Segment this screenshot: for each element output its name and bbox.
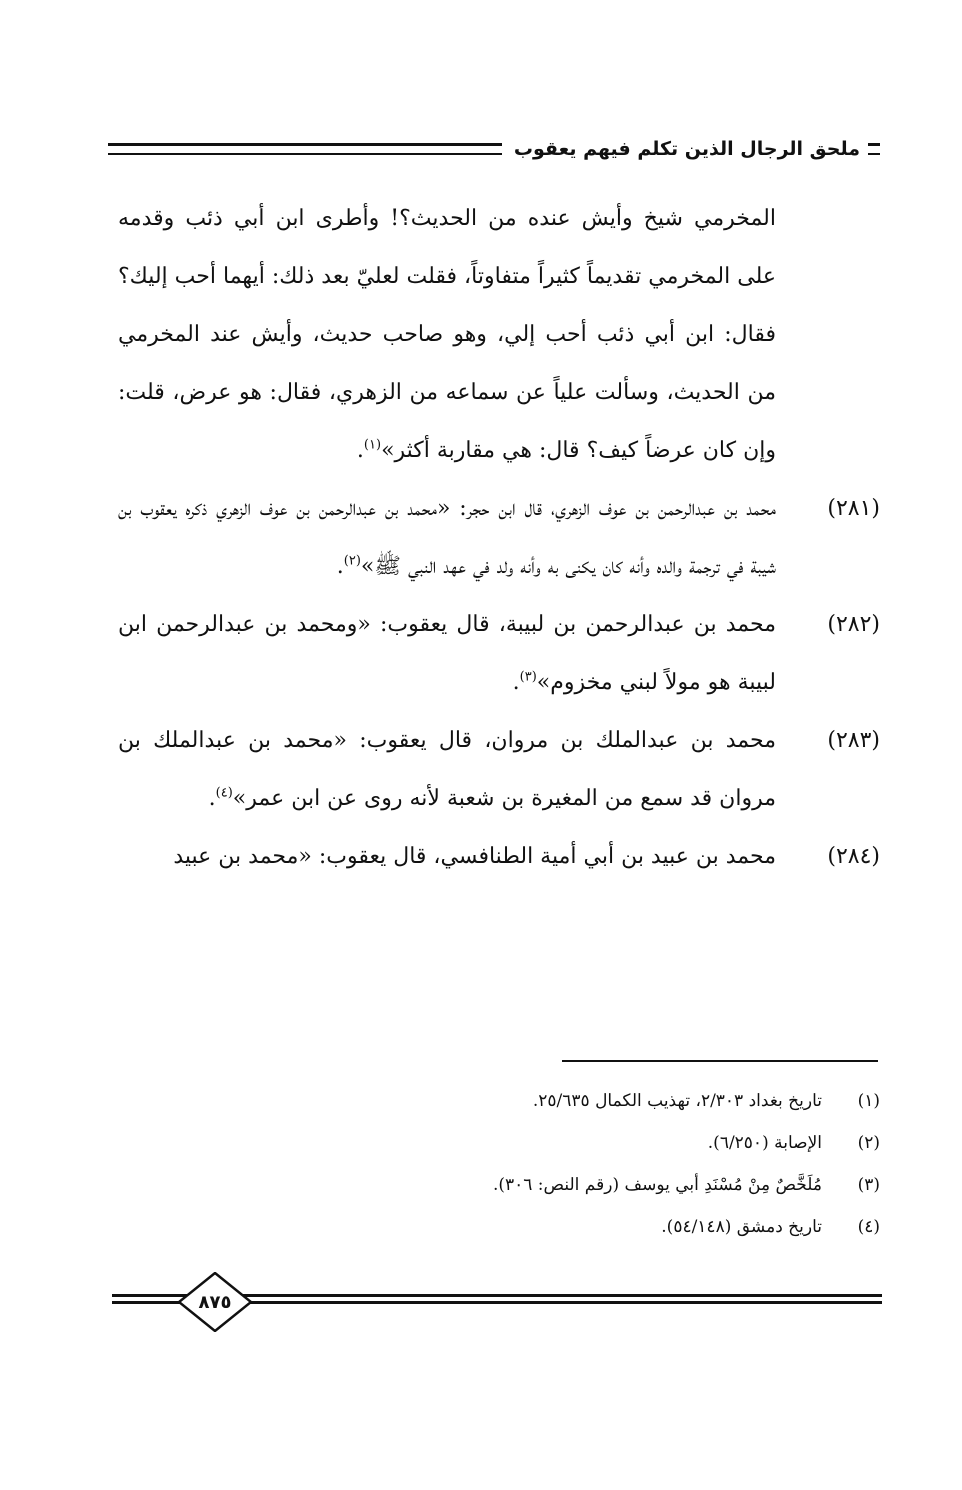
entry-end: . [208, 786, 216, 811]
footnote-divider [562, 1060, 878, 1062]
main-text [118, 190, 880, 886]
footnote-ref: (٣) [519, 669, 537, 685]
entry [118, 712, 880, 828]
entry-end: . [336, 554, 344, 579]
entry-text-wrap [118, 480, 776, 596]
entry-end: . [512, 670, 520, 695]
footnote-text: الإصابة (٦/٢٥٠). [707, 1133, 822, 1153]
footnote-number: (٢) [857, 1133, 880, 1153]
page-footer [112, 1270, 882, 1340]
entry-text-wrap [118, 596, 776, 712]
footnote-number: (١) [857, 1091, 880, 1111]
entry-text: محمد بن عبدالرحمن بن عوف الزهري، قال ابن حجر: «محمد بن عبدالرحمن بن عوف الزهري ذكره يعقوب بن شيبة في ترجمة والده وأنه كان يكنى به وأنه ولد في عهد النبي ﷺ» [118, 496, 776, 579]
entry-number: (٢٨١) [827, 496, 880, 521]
entry-number: (٢٨٤) [827, 844, 880, 869]
continuation-paragraph [118, 190, 880, 480]
footnote [300, 1080, 880, 1122]
footnote [300, 1206, 880, 1248]
footnote-ref: (٢) [343, 553, 361, 569]
entry-text-wrap [118, 712, 776, 828]
header-rule-right [868, 143, 880, 155]
footnote-text: تاريخ بغداد ٢/٣٠٣، تهذيب الكمال ٢٥/٦٣٥. [532, 1091, 822, 1111]
entry-number: (٢٨٢) [827, 612, 880, 637]
footnote-ref: (٤) [215, 785, 233, 801]
page-number: ٨٧٥ [198, 1291, 232, 1313]
footnote-text: تاريخ دمشق (٥٤/١٤٨). [661, 1217, 822, 1237]
footnote-number: (٣) [857, 1175, 880, 1195]
footnote [300, 1122, 880, 1164]
entry-text-wrap [118, 828, 776, 886]
footnote-text: مُلَخَّصٌ مِنْ مُسْنَدِ أبي يوسف (رقم النص: ٣٠٦). [492, 1175, 822, 1195]
entry-text: محمد بن عبيد بن أبي أمية الطنافسي، قال يعقوب: «محمد بن عبيد [173, 844, 776, 869]
continuation-end: . [356, 438, 364, 463]
footnote [300, 1164, 880, 1206]
header-title: ملحق الرجال الذين تكلم فيهم يعقوب [513, 138, 860, 160]
continuation-text: المخرمي شيخ وأيش عنده من الحديث؟! وأطرى ابن أبي ذئب وقدمه على المخرمي تقديماً كثيراً متفاوتاً، فقلت لعليّ بعد ذلك: أيهما أحب إليك؟ فقال: ابن أبي ذئب أحب إلي، وهو صاحب حديث، وأيش عند المخرمي من الحديث، وسألت علياً عن سماعه من الزهري، فقال: هو عرض، قلت: وإن كان عرضاً كيف؟ قال: هي مقاربة أكثر» [118, 206, 776, 463]
footnotes [300, 1080, 880, 1248]
header-rule-left [108, 143, 502, 155]
running-header [108, 132, 880, 166]
entry [118, 596, 880, 712]
entry-text: محمد بن عبدالملك بن مروان، قال يعقوب: «محمد بن عبدالملك بن مروان قد سمع من المغيرة بن شعبة لأنه روى عن ابن عمر» [118, 728, 776, 811]
entry-text: محمد بن عبدالرحمن بن لبيبة، قال يعقوب: «ومحمد بن عبدالرحمن ابن لبيبة هو مولاً لبني مخزوم» [118, 612, 776, 695]
entry-number: (٢٨٣) [827, 728, 880, 753]
entry [118, 828, 880, 886]
footnote-number: (٤) [857, 1217, 880, 1237]
entry [118, 480, 880, 596]
footnote-ref: (١) [363, 437, 382, 453]
